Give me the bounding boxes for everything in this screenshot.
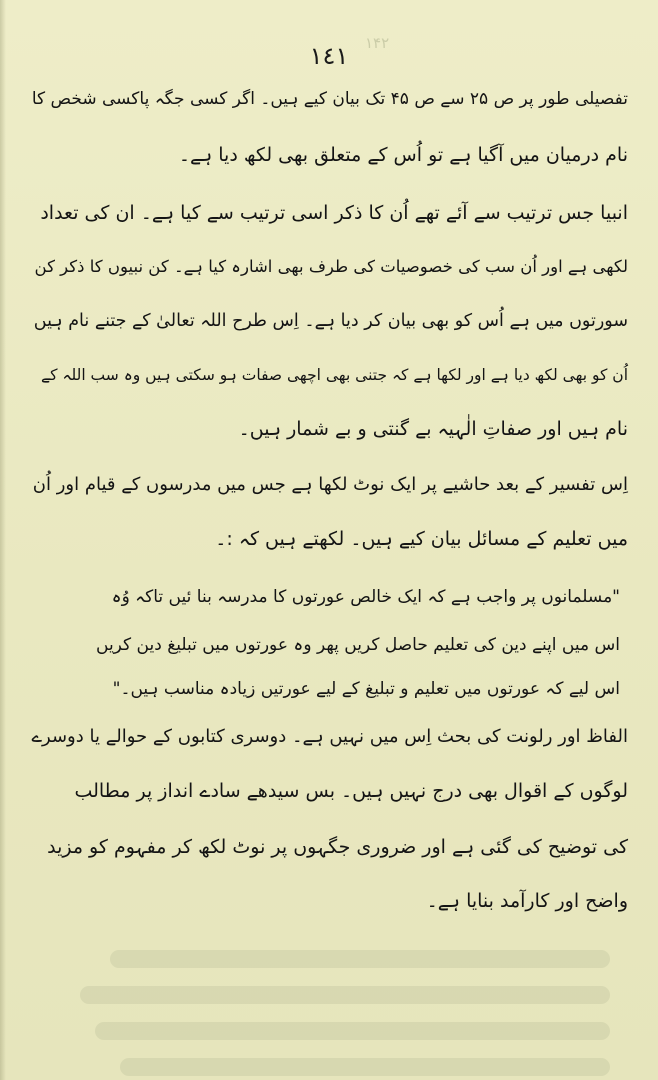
text-line-11: لوگوں کے اقوال بھی درج نہیں ہیں۔ بس سیدھے سادے انداز پر مطالب	[74, 780, 628, 802]
bleed-through-line	[80, 986, 610, 1004]
text-line-1: تفصیلی طور پر ص ۲۵ سے ص ۴۵ تک بیان کیے ہیں۔ اگر کسی جگہ پاکسی شخص کا	[31, 89, 628, 109]
quote-line-2: اس میں اپنے دین کی تعلیم حاصل کریں پھر وہ عورتوں میں تبلیغ دین کریں	[96, 635, 620, 655]
text-line-8: اِس تفسیر کے بعد حاشیے پر ایک نوٹ لکھا ہے جس میں مدرسوں کے قیام اور اُن	[32, 474, 628, 495]
text-line-9: میں تعلیم کے مسائل بیان کیے ہیں۔ لکھتے ہیں کہ :۔	[215, 528, 628, 550]
quote-line-1: "مسلمانوں پر واجب ہے کہ ایک خالص عورتوں کا مدرسہ بنا ئیں تاکہ وُہ	[111, 587, 620, 607]
text-line-12: کی توضیح کی گئی ہے اور ضروری جگہوں پر نوٹ لکھ کر مفہوم کو مزید	[47, 836, 628, 858]
bleed-through-page-number: ۱۴۲	[365, 34, 390, 52]
bleed-through-line	[110, 950, 610, 968]
text-line-10: الفاظ اور رلونت کی بحث اِس میں نہیں ہے۔ دوسری کتابوں کے حوالے یا دوسرے	[31, 726, 628, 747]
quote-line-3: اس لیے کہ عورتوں میں تعلیم و تبلیغ کے لیے عورتیں زیادہ مناسب ہیں۔"	[112, 679, 620, 699]
bleed-through-line	[95, 1022, 610, 1040]
text-line-3: انبیا جس ترتیب سے آئے تھے اُن کا ذکر اسی ترتیب سے کیا ہے۔ ان کی تعداد	[40, 202, 628, 224]
text-line-7: نام ہیں اور صفاتِ الٰہیہ بے گنتی و بے شمار ہیں۔	[238, 418, 628, 440]
page-edge-shadow	[0, 0, 6, 1080]
text-line-5: سورتوں میں ہے اُس کو بھی بیان کر دیا ہے۔ اِس طرح اللہ تعالیٰ کے جتنے نام ہیں	[33, 311, 628, 331]
text-line-6: اُن کو بھی لکھ دیا ہے اور لکھا ہے کہ جتنی بھی اچھی صفات ہو سکتی ہیں وہ سب اللہ کے	[41, 366, 628, 384]
text-line-4: لکھی ہے اور اُن سب کی خصوصیات کی طرف بھی اشارہ کیا ہے۔ کن نبیوں کا ذکر کن	[34, 257, 628, 276]
bleed-through-line	[120, 1058, 610, 1076]
page-number: ١٤١	[309, 42, 349, 70]
text-line-2: نام درمیان میں آگیا ہے تو اُس کے متعلق بھی لکھ دیا ہے۔	[178, 144, 628, 166]
text-line-13: واضح اور کارآمد بنایا ہے۔	[426, 890, 628, 912]
